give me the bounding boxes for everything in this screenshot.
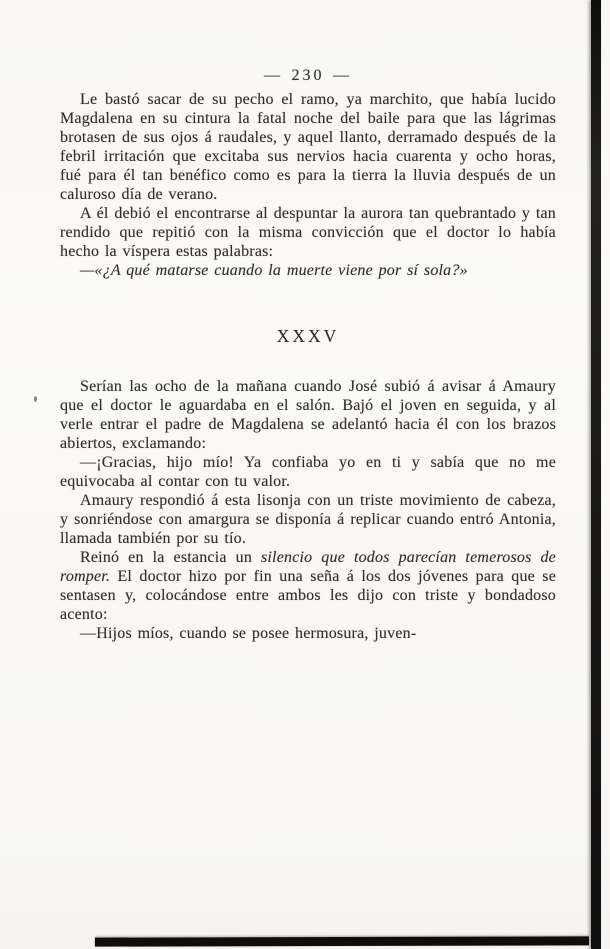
paragraph-7-emphasis: silencio que todos parecían temerosos de romper. — [60, 549, 556, 585]
dialogue-paragraph-1: —¡Gracias, hijo mío! Ya confiaba yo en ti y sabía que no me equivocaba al contar con tu valor. — [60, 454, 556, 490]
scan-artifact-bottom-bar — [95, 936, 589, 946]
scan-artifact-right-bar — [591, 0, 601, 949]
quote-paragraph: —«¿A qué matarse cuando la muerte viene por sí sola?» — [80, 262, 468, 279]
text-block — [60, 66, 556, 643]
paragraph-2: A él debió el encontrarse al despuntar la aurora tan quebrantado y tan rendido que repitió con la misma convicción que el doctor lo había hecho la víspera estas palabras: — [60, 205, 556, 260]
paragraph-7-text-end: El doctor hizo por fin una seña á los dos jóvenes para que se sentasen y, colocándose entre ambos les dijo con triste y bondadoso acento: — [60, 568, 556, 623]
paragraph-4: Serían las ocho de la mañana cuando José subió á avisar á Amaury que el doctor le aguardaba en el salón. Bajó el joven en seguida, y al verle entrar el padre de Magdalena se adelantó hacia él con los brazos abiertos, exclamando: — [60, 378, 556, 452]
paragraph-1: Le bastó sacar de su pecho el ramo, ya marchito, que había lucido Magdalena en su cintura la fatal noche del baile para que las lágrimas brotasen de sus ojos á raudales, y aquel llanto, derramado después de la febril irritación que excitaba sus nervios hacia cuarenta y ocho horas, fué para él tan benéfico como es para la tierra la lluvia después de un caluroso día de verano. — [60, 91, 556, 203]
scan-speck-artifact — [34, 396, 37, 402]
chapter-heading: XXXV — [276, 326, 340, 346]
page-number: — 230 — — [264, 67, 352, 84]
dialogue-paragraph-2: —Hijos míos, cuando se posee hermosura, juven- — [80, 625, 417, 642]
paragraph-7 — [60, 548, 556, 624]
paragraph-6: Amaury respondió á esta lisonja con un triste movimiento de cabeza, y sonriéndose con amargura se disponía á replicar cuando entró Antonia, llamada también por su tío. — [60, 492, 556, 547]
paragraph-7-text: Reinó en la estancia un — [80, 549, 261, 566]
